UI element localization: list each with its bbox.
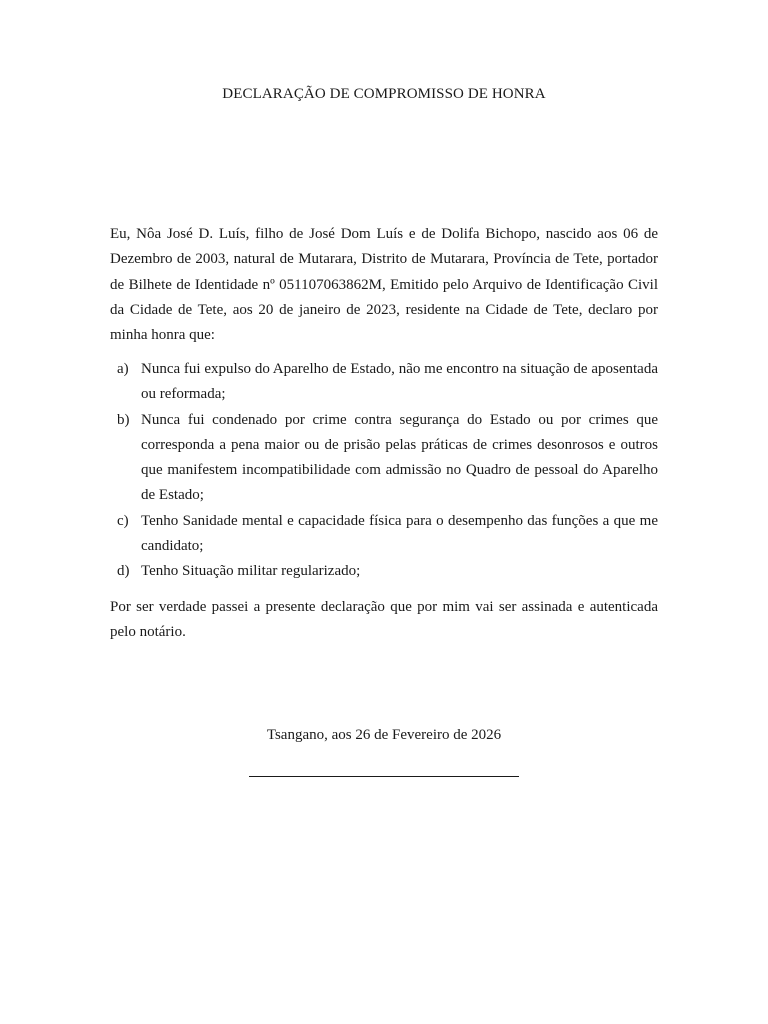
list-item <box>110 408 658 509</box>
list-marker: d) <box>117 563 130 580</box>
closing-paragraph: Por ser verdade passei a presente declaração que por mim vai ser assinada e autenticada pelo notário. <box>110 599 658 641</box>
list-item-text: Nunca fui expulso do Aparelho de Estado, não me encontro na situação de aposentada ou reformada; <box>141 361 658 403</box>
list-item <box>110 559 658 584</box>
list-marker: b) <box>117 411 130 428</box>
list-marker: a) <box>117 361 129 377</box>
list-marker: c) <box>117 512 129 529</box>
signature-line <box>249 776 519 777</box>
list-item <box>110 357 658 408</box>
place-date: Tsangano, aos 26 de Fevereiro de 2026 <box>266 727 502 743</box>
list-item-text: Nunca fui condenado por crime contra segurança do Estado ou por crimes que corresponda a pena maior ou de prisão pelas práticas de crimes desonrosos e outros que manifestem incompatibilidade com admissão no Quadro de pessoal do Aparelho de Estado; <box>141 411 658 504</box>
list-item-text: Tenho Sanidade mental e capacidade física para o desempenho das funções a que me candidato; <box>141 512 658 555</box>
declaration-list <box>110 357 658 585</box>
list-item-text: Tenho Situação militar regularizado; <box>141 563 361 580</box>
intro-paragraph: Eu, Nôa José D. Luís, filho de José Dom Luís e de Dolifa Bichopo, nascido aos 06 de Dezembro de 2003, natural de Mutarara, Distrito de Mutarara, Província de Tete, portador de Bilhete de Identidade nº 051107063862M, Emitido pelo Arquivo de Identificação Civil da Cidade de Tete, aos 20 de janeiro de 2023, residente na Cidade de Tete, declaro por minha honra que: <box>110 226 658 344</box>
document-title: DECLARAÇÃO DE COMPROMISSO DE HONRA <box>222 86 546 102</box>
list-item <box>110 509 658 560</box>
